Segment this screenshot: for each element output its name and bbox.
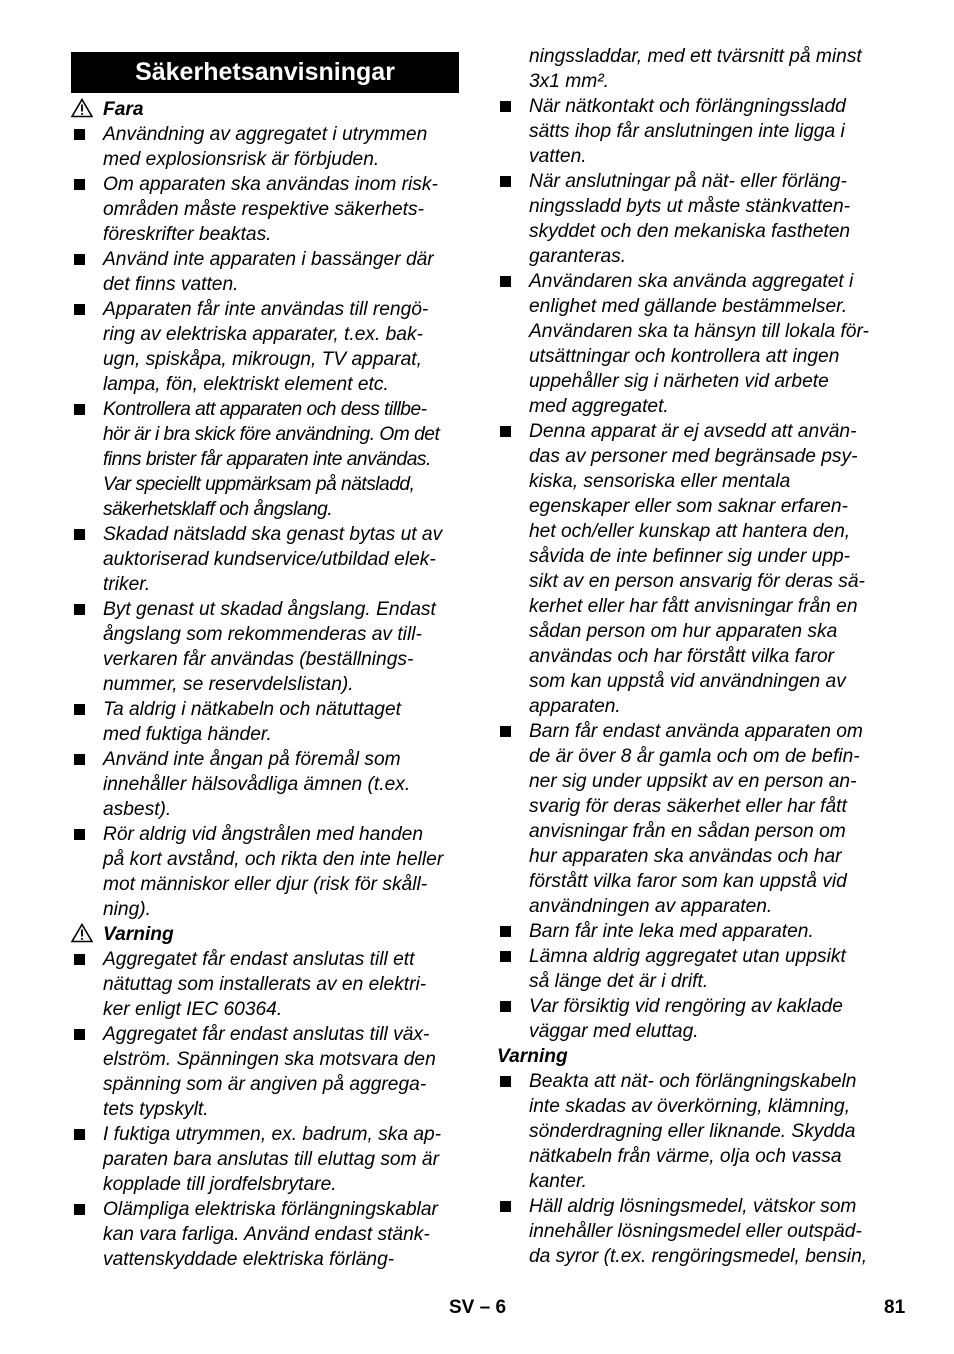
list-item: Var försiktig vid rengöring av kaklade väggar med eluttag. [497,994,885,1044]
list-item: När anslutningar på nät- eller förläng- ningssladd byts ut måste stänkvatten- skyddet och den mekaniska fastheten garanteras. [497,169,885,269]
bullet-icon [74,954,85,965]
list-item: Kontrollera att apparaten och dess tillbe- hör är i bra skick före användning. Om det finns brister får apparaten inte användas. Var speciellt uppmärksam på nätsladd, säkerhetsklaff och ångslang. [71,397,459,522]
list-item: Aggregatet får endast anslutas till väx- elström. Spänningen ska motsvara den spänning som är angiven på aggrega- tets typskylt. [71,1022,459,1122]
list-item: Denna apparat är ej avsedd att använ- das av personer med begränsade psy- kiska, sensoriska eller mentala egenskaper eller som saknar erfaren- het och/eller kunskap att hantera den, såvida de inte befinner sig under upp- sikt av en person ansvarig för deras sä- kerhet eller har fått anvisningar från en sådan person om hur apparaten ska användas och har förstått vilka faror som kan uppstå vid användningen av apparaten. [497,419,885,719]
bullet-icon [500,726,511,737]
bullet-icon [500,101,511,112]
list-item: Ta aldrig i nätkabeln och nätuttaget med fuktiga händer. [71,697,459,747]
continued-text: ningssladdar, med ett tvärsnitt på minst 3x1 mm². [529,46,862,92]
warning-heading [71,922,459,947]
bullet-icon [500,926,511,937]
list-item: När nätkontakt och förlängningssladd sätts ihop får anslutningen inte ligga i vatten. [497,94,885,169]
list-item: Barn får endast använda apparaten om de är över 8 år gamla och om de befin- ner sig under uppsikt av en person an- svarig för deras säkerhet eller har fått anvisningar från en sådan person om hur apparaten ska användas och har förstått vilka faror som kan uppstå vid användningen av apparaten. [497,719,885,919]
danger-label: Fara [103,99,144,120]
warning-triangle-icon [71,923,93,943]
bullet-icon [74,704,85,715]
list-item: Byt genast ut skadad ångslang. Endast ångslang som rekommenderas av till- verkaren får användas (beställnings- nummer, se reservdelslistan). [71,597,459,697]
list-item: Använd inte ångan på föremål som innehåller hälsovådliga ämnen (t.ex. asbest). [71,747,459,822]
list-item: Apparaten får inte användas till rengö- ring av elektriska apparater, t.ex. bak- ugn, spiskåpa, mikrougn, TV apparat, lampa, fön, elektriskt element etc. [71,297,459,397]
bullet-icon [74,754,85,765]
list-item: Användaren ska använda aggregatet i enlighet med gällande bestämmelser. Användaren ska ta hänsyn till lokala för- utsättningar och kontrollera att ingen uppehåller sig i närheten vid arbete med aggregatet. [497,269,885,419]
bullet-icon [500,426,511,437]
warning-heading: Varning [497,1046,568,1067]
left-column [71,44,459,1272]
bullet-icon [500,1001,511,1012]
bullet-icon [500,1201,511,1212]
bullet-icon [500,951,511,962]
danger-heading [71,97,459,122]
page-title: Säkerhetsanvisningar [71,52,459,93]
list-item: Aggregatet får endast anslutas till ett nätuttag som installerats av en elektri- ker enligt IEC 60364. [71,947,459,1022]
list-item: Användning av aggregatet i utrymmen med explosionsrisk är förbjuden. [71,122,459,172]
list-item: Skadad nätsladd ska genast bytas ut av auktoriserad kundservice/utbildad elek- triker. [71,522,459,597]
footer-section-label: SV – 6 [449,1297,507,1318]
list-item: Olämpliga elektriska förlängningskablar kan vara farliga. Använd endast stänk- vattenskyddade elektriska förläng- [71,1197,459,1272]
bullet-icon [74,129,85,140]
list-item: Rör aldrig vid ångstrålen med handen på kort avstånd, och rikta den inte heller mot människor eller djur (risk för skåll- ning). [71,822,459,922]
bullet-icon [74,304,85,315]
right-column [497,44,885,1269]
bullet-icon [500,1076,511,1087]
list-item: Om apparaten ska användas inom risk- områden måste respektive säkerhets- föreskrifter beaktas. [71,172,459,247]
bullet-icon [500,276,511,287]
list-item: Barn får inte leka med apparaten. [497,919,885,944]
list-item: Använd inte apparaten i bassänger där det finns vatten. [71,247,459,297]
list-item: Lämna aldrig aggregatet utan uppsikt så länge det är i drift. [497,944,885,994]
bullet-icon [74,1204,85,1215]
bullet-icon [74,829,85,840]
warning-triangle-icon [71,98,93,118]
bullet-icon [74,604,85,615]
bullet-icon [74,529,85,540]
bullet-icon [74,404,85,415]
bullet-icon [74,179,85,190]
list-item: Beakta att nät- och förlängningskabeln inte skadas av överkörning, klämning, sönderdragning eller liknande. Skydda nätkabeln från värme, olja och vassa kanter. [497,1069,885,1194]
page-number: 81 [884,1297,906,1318]
bullet-icon [74,254,85,265]
warning-label: Varning [103,924,174,945]
list-item: Häll aldrig lösningsmedel, vätskor som innehåller lösningsmedel eller outspäd- da syror (t.ex. rengöringsmedel, bensin, [497,1194,885,1269]
bullet-icon [74,1129,85,1140]
list-item: I fuktiga utrymmen, ex. badrum, ska ap- paraten bara anslutas till eluttag som är kopplade till jordfelsbrytare. [71,1122,459,1197]
bullet-icon [500,176,511,187]
bullet-icon [74,1029,85,1040]
